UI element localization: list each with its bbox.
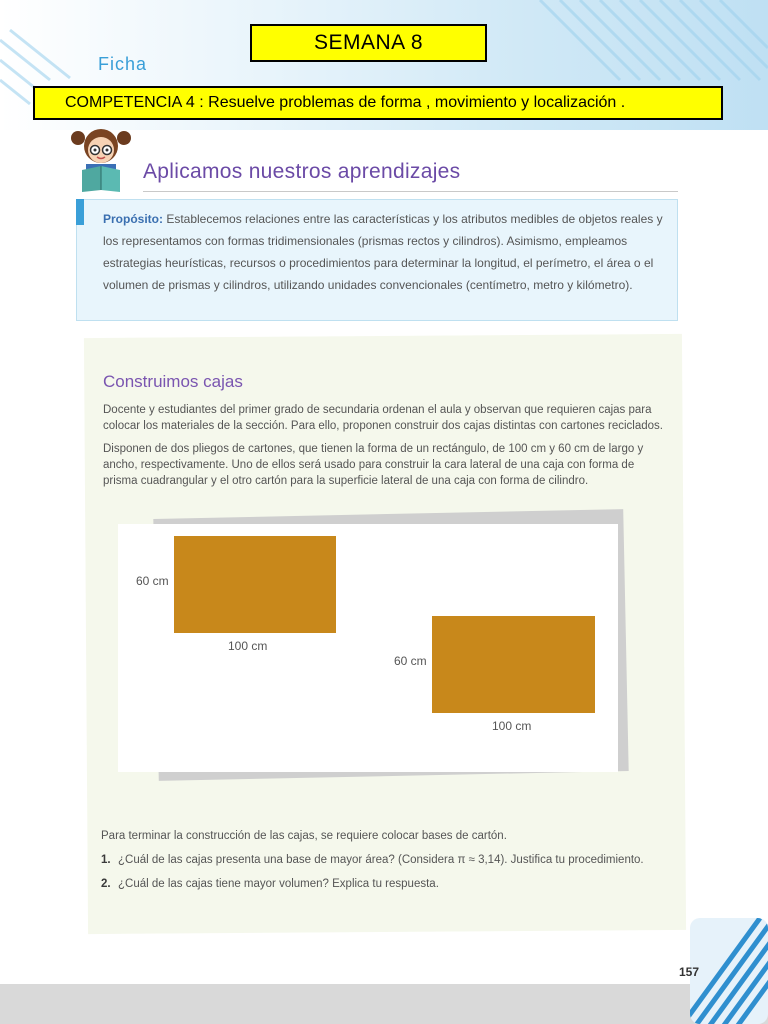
question-number: 2. (101, 878, 111, 890)
questions-intro: Para terminar la construcción de las cajas, se requiere colocar bases de cartón. (101, 830, 507, 842)
rect-1-height-label: 60 cm (136, 574, 169, 588)
week-title: SEMANA 8 (313, 31, 424, 54)
rect-2-height-label: 60 cm (394, 654, 427, 668)
competencia-text: COMPETENCIA 4 : Resuelve problemas de forma , movimiento y localización . (65, 94, 626, 111)
activity-title: Construimos cajas (103, 372, 243, 391)
purpose-label: Propósito: (103, 212, 163, 226)
week-title-box (250, 24, 487, 62)
activity-paragraph-1: Docente y estudiantes del primer grado de secundaria ordenan el aula y observan que requieren cajas para colocar los materiales de la sección. Para ello, proponen construir dos cajas distintas con cartones reciclados. (103, 404, 663, 432)
cardboard-rectangle-2 (432, 616, 595, 713)
competencia-box (33, 86, 723, 120)
question-item (101, 854, 644, 866)
rect-1-width-label: 100 cm (228, 639, 268, 653)
activity-paragraph-2: Disponen de dos pliegos de cartones, que tienen la forma de un rectángulo, de 100 cm y 60 cm de largo y ancho, respectivamente. Uno de ellos será usado para construir la cara lateral de una caja con forma de prisma cuadrangular y el otro cartón para la superficie lateral de una caja con forma de cilindro. (103, 443, 644, 487)
rect-2-width-label: 100 cm (492, 719, 532, 733)
purpose-accent-bar (76, 199, 84, 225)
page-number: 157 (679, 965, 700, 979)
purpose-box (76, 199, 678, 321)
girl-reading-illustration (64, 120, 140, 196)
cardboard-rectangle-1 (174, 536, 336, 633)
question-text: ¿Cuál de las cajas presenta una base de mayor área? (Considera π ≈ 3,14). Justifica tu procedimiento. (118, 854, 644, 866)
footer-band (0, 984, 768, 1024)
section-divider (143, 191, 678, 192)
question-number: 1. (101, 854, 111, 866)
purpose-text: Establecemos relaciones entre las características y los atributos medibles de objetos reales y los representamos con formas tridimensionales (prismas rectos y cilindros). Asimismo, empleamos estrategias heurísticas, recursos o procedimientos para determinar la longitud, el perímetro, el área o el volumen de prismas y cilindros, utilizando unidades convencionales (centímetro, metro y kilómetro). (103, 212, 663, 292)
corner-stripes-decoration (690, 918, 768, 1024)
section-title: Aplicamos nuestros aprendizajes (143, 160, 461, 183)
question-item (101, 878, 439, 890)
ficha-label: Ficha (98, 54, 148, 74)
question-text: ¿Cuál de las cajas tiene mayor volumen? Explica tu respuesta. (118, 878, 439, 890)
